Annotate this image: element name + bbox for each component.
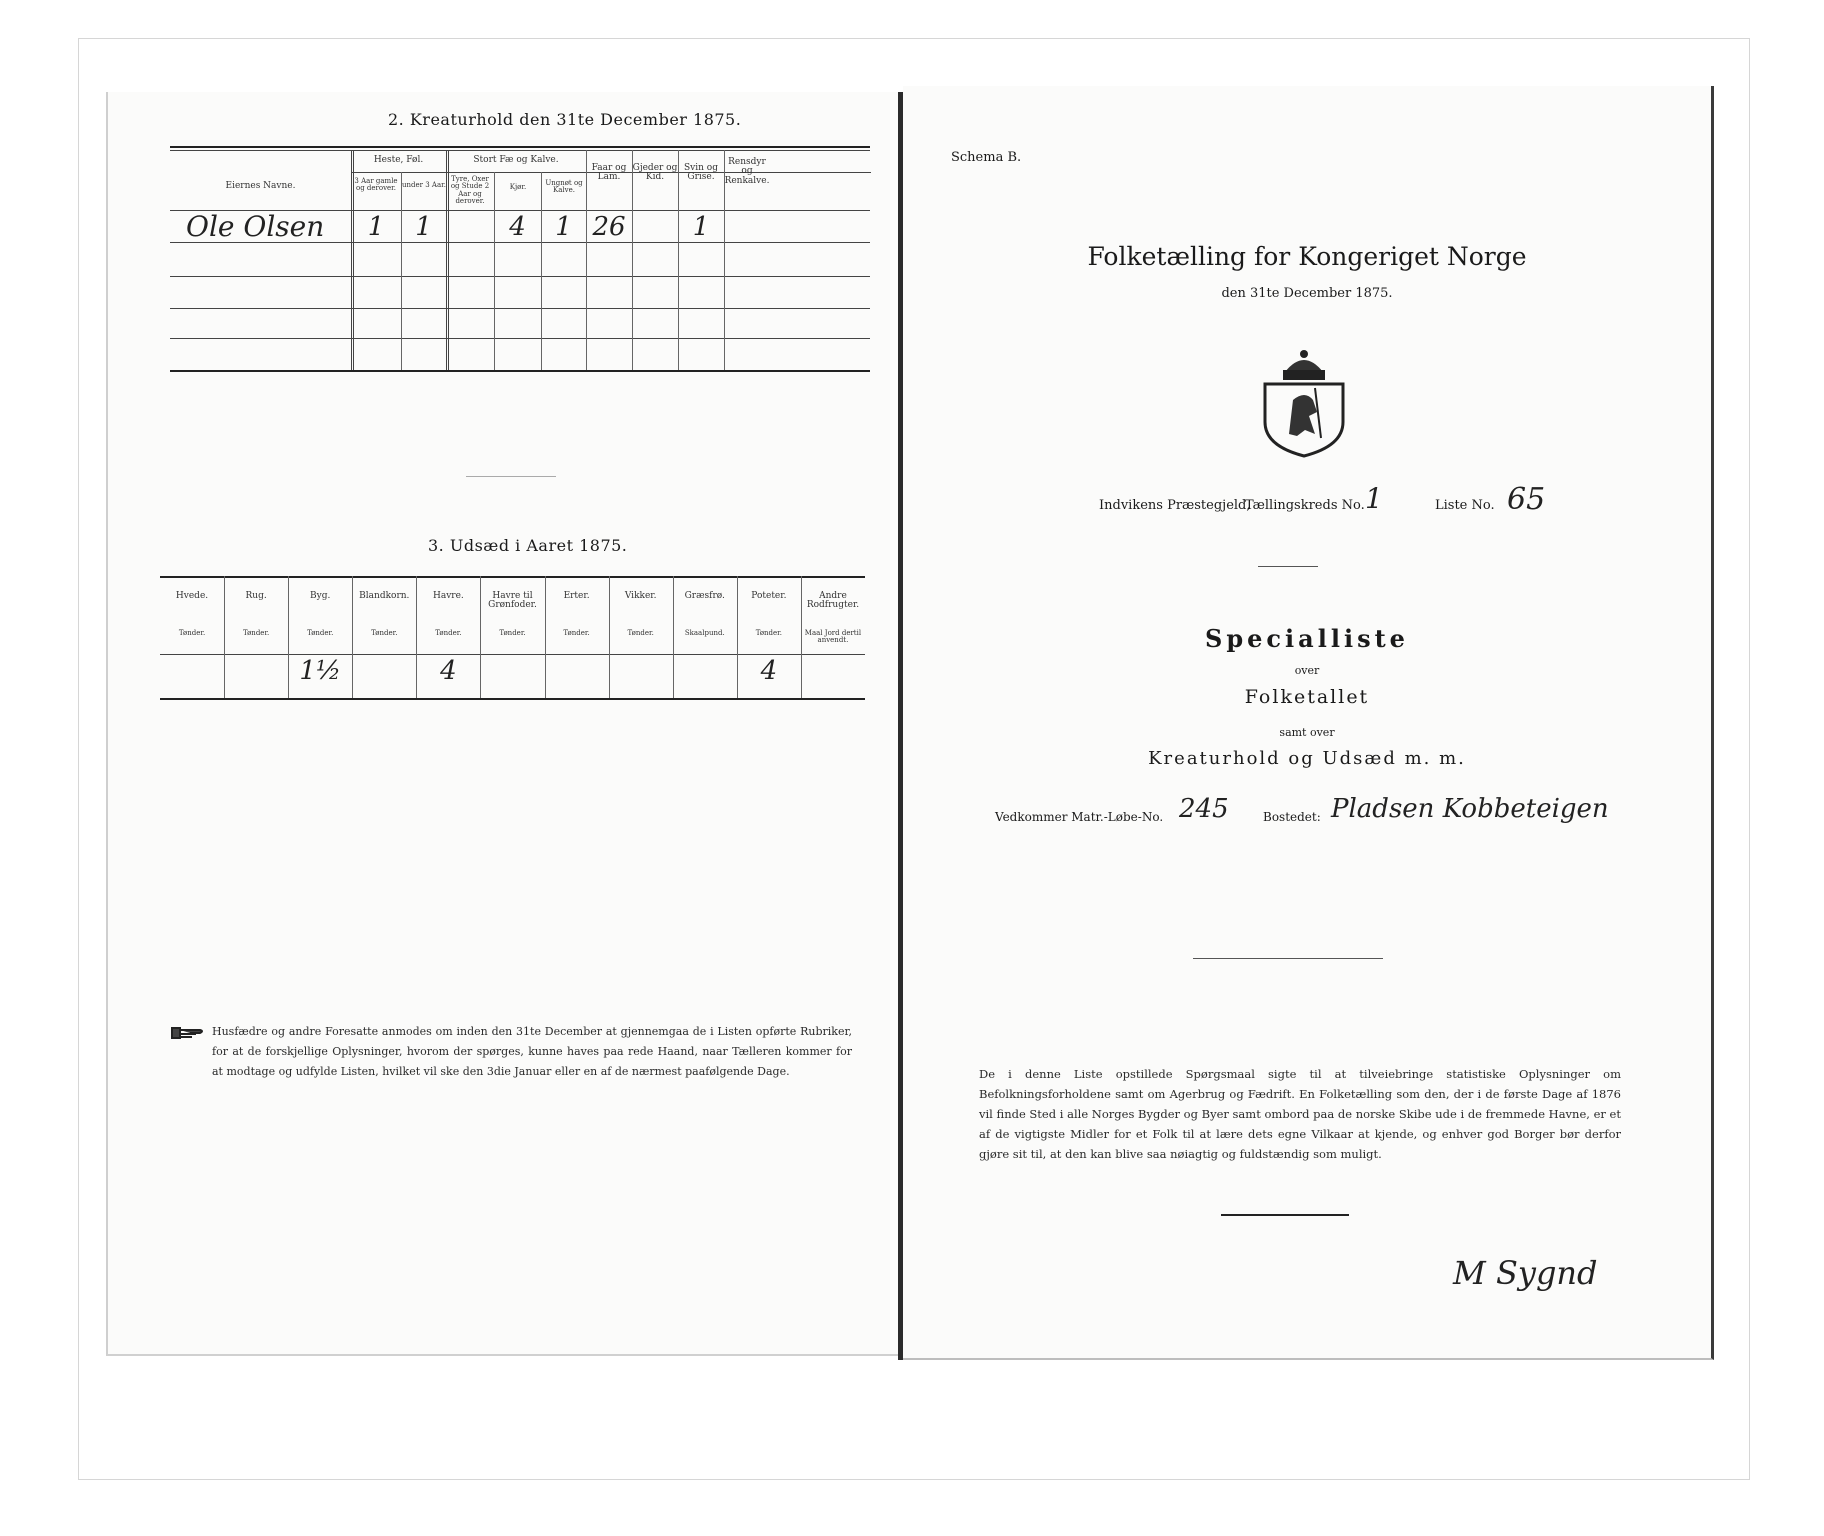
specialliste-title: Specialliste: [1205, 624, 1409, 653]
cows-value: 4: [509, 212, 526, 242]
header-cows: Kjør.: [509, 183, 527, 191]
livestock-section-title: 2. Kreaturhold den 31te December 1875.: [388, 110, 742, 129]
header-young-cattle: Ungnøt og Kalve.: [545, 179, 583, 195]
seed-unit: Tønder.: [307, 629, 334, 637]
header-horses: Heste, Føl.: [373, 155, 424, 165]
seed-unit: Tønder.: [242, 629, 270, 637]
parish-label: Indvikens Præstegjeld,: [1099, 498, 1251, 513]
header-horses-under3: under 3 Aar.: [402, 181, 446, 189]
left-page: [106, 92, 904, 1356]
coat-of-arms-icon: [1255, 342, 1353, 458]
divider: [1193, 958, 1383, 959]
seed-unit: Tønder.: [627, 629, 654, 637]
census-purpose-paragraph: De i denne Liste opstillede Spørgsmaal sigte til at tilveiebringe statistiske Oplysninger om Befolkningsforholdene samt om Agerbrug og Fædrift. En Folketælling som den, der i de første Dage af 1876 vil finde Sted i alle Norges Bygder og Byer samt ombord paa de norske Skibe ude i de fremmede Havne, er et af de vigtigste Midler for et Folk til at lære dets egne Vilkaar at kjende, og enhver god Borger bør derfor gjøre sit til, at den kan blive saa nøiagtig og fuldstændig som muligt.: [979, 1067, 1621, 1161]
header-cattle: Stort Fæ og Kalve.: [473, 155, 559, 165]
owner-name: Ole Olsen: [186, 210, 325, 243]
signature: M Sygnd: [1453, 1254, 1598, 1292]
seed-header: Havre til Grønfoder.: [488, 591, 537, 611]
seed-header: Poteter.: [751, 591, 787, 601]
divider: [466, 476, 556, 477]
main-title: Folketælling for Kongeriget Norge: [1087, 242, 1527, 271]
seed-unit: Tønder.: [178, 629, 206, 637]
seed-header: Andre Rodfrugter.: [806, 591, 860, 611]
header-pigs: Svin og Grise.: [684, 163, 718, 183]
schema-label: Schema B.: [951, 150, 1022, 165]
header-sheep: Faar og Lam.: [591, 163, 627, 183]
seed-header: Erter.: [563, 591, 590, 601]
list-number: 65: [1507, 482, 1546, 517]
header-goats: Gjeder og Kid.: [632, 163, 678, 183]
seed-value: 4: [440, 656, 457, 686]
seed-section-title: 3. Udsæd i Aaret 1875.: [428, 536, 628, 555]
notice-text: Husfædre og andre Foresatte anmodes om inden den 31te December at gjennemgaa de i Listen opførte Rubriker, for at de forskjellige Oplysninger, hvorom der spørges, kunne haves paa rede Haand, naar Tælleren kommer for at modtage og udfylde Listen, hvilket vil ske den 3die Januar eller en af de nærmest paafølgende Dage.: [212, 1025, 852, 1078]
right-page: [903, 86, 1714, 1360]
pigs-value: 1: [692, 212, 710, 242]
list-label: Liste No.: [1435, 498, 1495, 513]
seed-header: Havre.: [433, 591, 464, 601]
seed-header: Hvede.: [175, 591, 209, 601]
header-owner: Eiernes Navne.: [225, 181, 296, 191]
horses-3yr-value: 1: [367, 212, 385, 242]
seed-header: Blandkorn.: [359, 591, 410, 601]
seed-unit: Tønder.: [563, 629, 590, 637]
divider: [1258, 566, 1318, 567]
sheep-value: 26: [592, 212, 626, 242]
pointing-hand-icon: [170, 1024, 206, 1042]
seed-unit: Tønder.: [755, 629, 782, 637]
seed-value: 4: [760, 656, 778, 686]
matr-number: 245: [1179, 794, 1229, 824]
census-date: den 31te December 1875.: [1221, 286, 1393, 301]
seed-header: Byg.: [310, 591, 331, 601]
seed-unit: Maal Jord dertil anvendt.: [804, 629, 862, 645]
seed-unit: Skaalpund.: [684, 629, 725, 637]
seed-unit: Tønder.: [435, 629, 462, 637]
young-cattle-value: 1: [555, 212, 572, 242]
seed-header: Græsfrø.: [684, 591, 725, 601]
seed-header: Rug.: [245, 591, 267, 601]
seed-value: 1½: [299, 656, 342, 686]
seed-unit: Tønder.: [371, 629, 398, 637]
bosted-label: Bostedet:: [1263, 810, 1321, 824]
header-horses-3yr: 3 Aar gamle og derover.: [354, 177, 398, 193]
header-reindeer: Rensdyr og Renkalve.: [724, 157, 770, 186]
matr-label: Vedkommer Matr.-Løbe-No.: [995, 810, 1164, 824]
samt-over-text: samt over: [1279, 726, 1335, 739]
folketallet-text: Folketallet: [1244, 686, 1370, 708]
horses-under3-value: 1: [415, 212, 432, 242]
district-number: 1: [1365, 482, 1383, 515]
header-bulls: Tyre, Oxer og Stude 2 Aar og derover.: [450, 175, 490, 206]
bosted-value: Pladsen Kobbeteigen: [1331, 794, 1609, 824]
seed-header: Vikker.: [624, 591, 657, 601]
district-label: Tællingskreds No.: [1245, 498, 1365, 513]
kreaturhold-text: Kreaturhold og Udsæd m. m.: [1148, 748, 1466, 769]
seed-unit: Tønder.: [499, 629, 526, 637]
over-text: over: [1294, 664, 1320, 677]
divider: [1221, 1214, 1349, 1216]
